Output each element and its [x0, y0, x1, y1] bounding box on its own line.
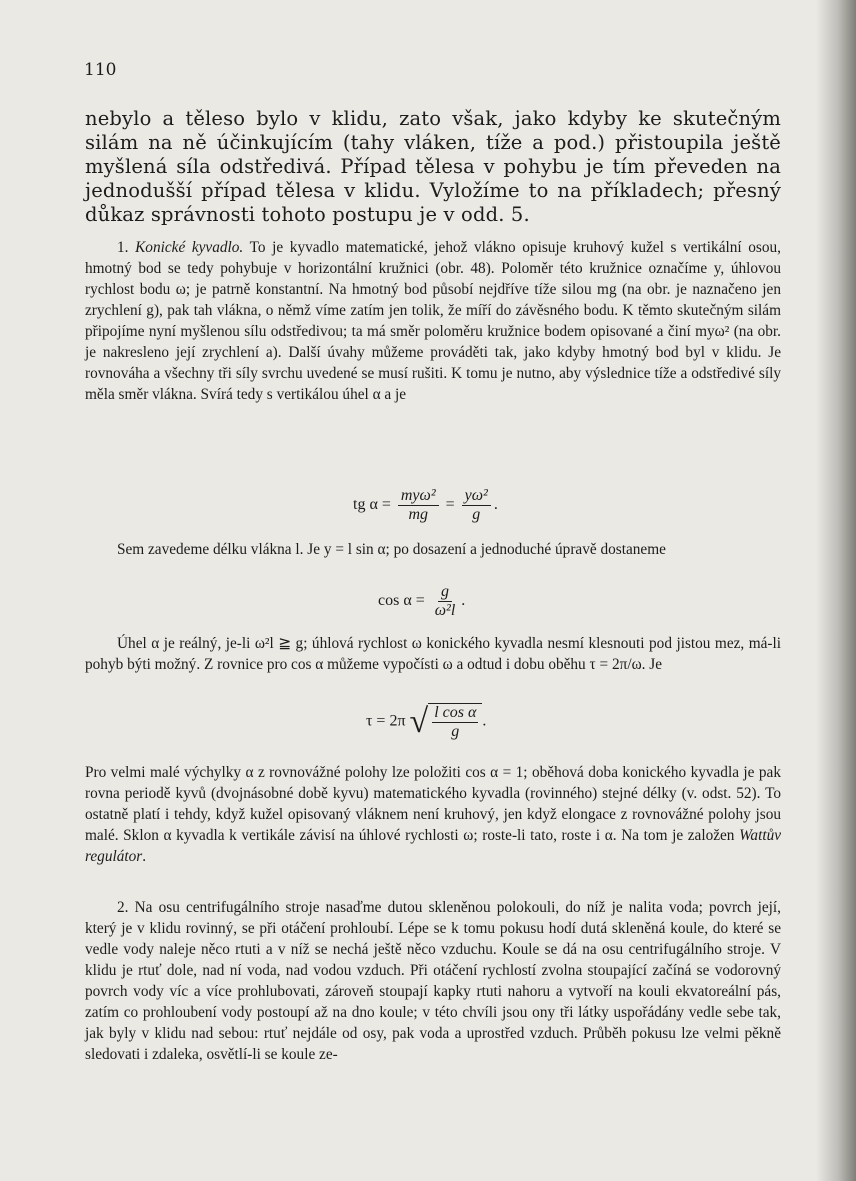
eq3-lhs: τ = 2π — [366, 712, 406, 730]
eq2-num: g — [438, 583, 452, 602]
page-number: 110 — [84, 60, 117, 80]
section-1-text-4 — [85, 762, 781, 867]
equation-cos-alpha — [378, 583, 465, 620]
eq2-den: ω²l — [434, 602, 456, 619]
eq2-end: . — [461, 592, 466, 610]
equation-tg-alpha — [353, 487, 498, 524]
eq3-sqrt — [410, 703, 483, 741]
section-1-text-4-end: . — [142, 848, 147, 865]
eq1-end: . — [493, 496, 498, 514]
eq1-equals: = — [445, 496, 455, 514]
section-1-text-3: Úhel α je reálný, je-li ω²l ≧ g; úhlová rychlost ω konického kyvadla nesmí klesnouti pod jistou mez, má-li pohyb býti možný. Z rovnice pro cos α můžeme vypočísti ω a odtud i dobu oběhu τ = 2π/ω. Je — [85, 635, 781, 673]
eq1-lhs: tg α = — [353, 496, 391, 514]
eq1-num1: myω² — [398, 487, 439, 506]
section-1-text-2: Sem zavedeme délku vlákna l. Je y = l sin α; po dosazení a jednoduché úpravě dostaneme — [117, 541, 666, 558]
section-1-body: To je kyvadlo matematické, jehož vlákno opisuje kruhový kužel s vertikální osou, hmotný bod se tedy pohybuje v horizontální kružnici (obr. 48). Poloměr této kružnice označíme y, úhlovou rychlost bodu ω; je patrně konstantní. Na hmotný bod působí nejdříve tíže silou mg (na obr. je naznačeno jen zrychlení g), pak tah vlákna, o němž víme zatím jen tolik, že míří do závěsného bodu. K těmto skutečným silám připojíme nyní myšlenou sílu odstředivou; ta má směr poloměru kružnice bodem opisované a činí myω² (na obr. je nakresleno její zrychlení a). Další úvahy můžeme prováděti tak, jako kdyby hmotný bod byl v klidu. Je rovnováha a všechny tři síly svrchu uvedené se musí rušiti. K tomu je nutno, aby výslednice tíže a odstředivé síly měla směr vlákna. Svírá tedy s vertikálou úhel α a je — [85, 239, 781, 403]
eq2-lhs: cos α = — [378, 592, 425, 610]
section-2-paragraph: 2. Na osu centrifugálního stroje nasaďme dutou skleněnou polokouli, do níž je nalita voda; povrch její, který je v klidu rovinný, se při otáčení prohloubí. Lépe se k tomu pokusu hodí dutá skleněná koule, do které se vedle vody naleje něco rtuti a v níž se nechá ještě něco vzduchu. Koule se dá na osu centrifugálního stroje. V klidu je rtuť dole, nad ní voda, nad vodou vzduch. Při otáčení rychlostí zvolna stoupající začíná se vodorovný povrch vody víc a více prohlubovati, zároveň stoupají kapky rtuti nahoru a vytvoří na kouli ekvatoreální pás, zatím co prohloubení vody postoupí až na dno koule; v této chvíli jsou ony tři látky uspořádány vedle sebe tak, jak byly v klidu nad sebou: rtuť nejdále od osy, pak voda a uprostřed vzduch. Průběh pokusu lze velmi pěkně sledovati i zdaleka, osvětlí-li se koule ze- — [85, 899, 781, 1063]
page-binding-shadow — [816, 0, 856, 1181]
section-1-paragraph — [85, 237, 781, 405]
eq1-den1: mg — [408, 506, 429, 523]
eq3-den: g — [451, 723, 460, 740]
eq3-end: . — [482, 712, 487, 730]
eq3-num: l cos α — [434, 704, 477, 721]
eq1-den2: g — [472, 506, 481, 523]
watt-regulator-term: Wattův regulátor — [85, 827, 782, 865]
eq3-radical-sign: √ — [409, 703, 429, 740]
eq3-radicand — [428, 703, 482, 741]
eq2-fraction — [432, 583, 459, 620]
equation-tau — [366, 703, 486, 741]
eq1-num2: yω² — [462, 487, 491, 506]
intro-paragraph: nebylo a těleso bylo v klidu, zato však, jako kdyby ke skutečným silám na ně účinkujícím (tahy vláken, tíže a pod.) přistoupila ještě myšlená síla odstředivá. Případ tělesa v pohybu je tím převeden na jednodušší případ tělesa v klidu. Vyložíme to na příkladech; přesný důkaz správnosti tohoto postupu je v odd. 5. — [85, 107, 781, 226]
eq1-fraction-1 — [398, 487, 439, 524]
section-1-text-4-main: Pro velmi malé výchylky α z rovnovážné polohy lze položiti cos α = 1; oběhová doba konického kyvadla je pak rovna periodě kyvů (dvojnásobné době kyvu) matematického kyvadla (rovinného) stejné délky (v. odst. 52). To ostatně platí i tehdy, když kužel opisovaný vláknem není kruhový, jen když elongace z rovnovážné polohy jsou malé. Sklon α kyvadla k vertikále závisí na úhlové rychlosti ω; roste-li tato, roste i α. Na tom je založen — [85, 764, 781, 844]
section-1-number: 1. — [117, 239, 129, 256]
eq1-fraction-2 — [462, 487, 491, 524]
section-1-title: Konické kyvadlo. — [135, 239, 244, 256]
